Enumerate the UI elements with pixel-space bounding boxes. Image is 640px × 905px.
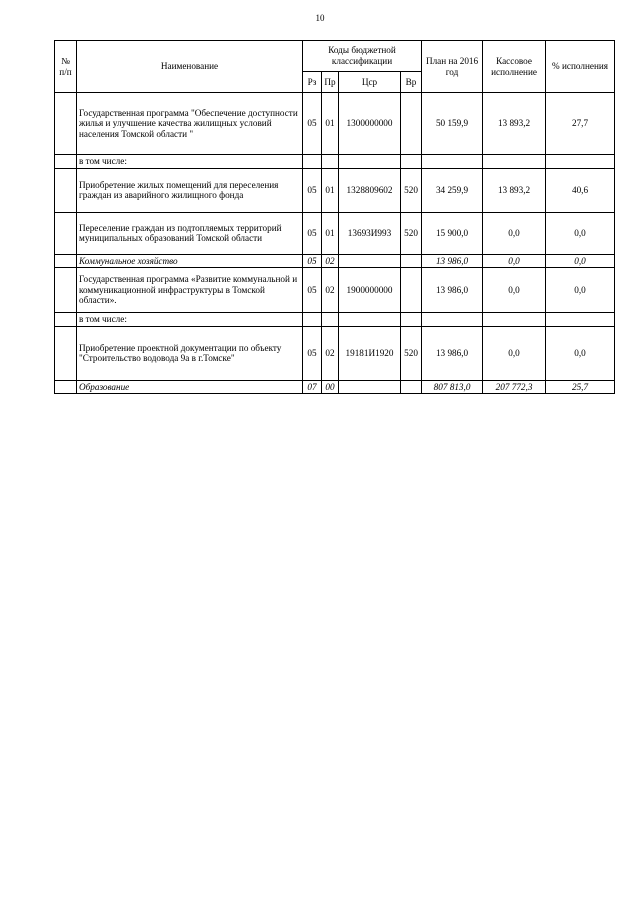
cell-name: Приобретение жилых помещений для переселения граждан из аварийного жилищного фонда <box>77 168 303 212</box>
cell-pct: 0,0 <box>546 254 615 268</box>
header-codes: Коды бюджетной классификации <box>303 41 422 72</box>
header-cash: Кассовое исполнение <box>483 41 546 93</box>
cell-pct: 27,7 <box>546 93 615 155</box>
cell-num <box>55 380 77 394</box>
cell-num <box>55 212 77 254</box>
cell-plan: 50 159,9 <box>422 93 483 155</box>
cell-plan: 807 813,0 <box>422 380 483 394</box>
cell-pr: 01 <box>322 212 339 254</box>
cell-pr <box>322 155 339 169</box>
cell-pr: 02 <box>322 326 339 380</box>
cell-csr <box>339 380 401 394</box>
cell-pct: 0,0 <box>546 268 615 313</box>
cell-num <box>55 168 77 212</box>
cell-name: в том числе: <box>77 313 303 327</box>
cell-vr <box>401 93 422 155</box>
cell-cash <box>483 155 546 169</box>
cell-pr: 01 <box>322 168 339 212</box>
header-pct: % исполнения <box>546 41 615 93</box>
table-body <box>55 93 615 394</box>
cell-num <box>55 155 77 169</box>
table-row <box>55 93 615 155</box>
cell-plan: 13 986,0 <box>422 268 483 313</box>
cell-pct <box>546 155 615 169</box>
cell-pr: 02 <box>322 254 339 268</box>
cell-vr <box>401 268 422 313</box>
cell-pct <box>546 313 615 327</box>
cell-csr <box>339 254 401 268</box>
cell-rz: 05 <box>303 93 322 155</box>
header-plan: План на 2016 год <box>422 41 483 93</box>
cell-rz: 05 <box>303 168 322 212</box>
header-vr: Вр <box>401 72 422 93</box>
header-rz: Рз <box>303 72 322 93</box>
cell-name: Приобретение проектной документации по объекту "Строительство водовода 9а в г.Томске" <box>77 326 303 380</box>
table-row <box>55 326 615 380</box>
cell-cash: 0,0 <box>483 254 546 268</box>
cell-pr: 01 <box>322 93 339 155</box>
cell-csr: 1300000000 <box>339 93 401 155</box>
cell-num <box>55 326 77 380</box>
header-name: Наименование <box>77 41 303 93</box>
cell-pr <box>322 313 339 327</box>
cell-name: Переселение граждан из подтопляемых территорий муниципальных образований Томской области <box>77 212 303 254</box>
table-header <box>55 41 615 93</box>
table-row <box>55 380 615 394</box>
table-row <box>55 155 615 169</box>
cell-vr <box>401 313 422 327</box>
cell-rz <box>303 155 322 169</box>
cell-cash: 13 893,2 <box>483 93 546 155</box>
cell-pr: 00 <box>322 380 339 394</box>
cell-num <box>55 313 77 327</box>
cell-rz: 05 <box>303 212 322 254</box>
cell-vr: 520 <box>401 326 422 380</box>
cell-cash: 13 893,2 <box>483 168 546 212</box>
header-num: № п/п <box>55 41 77 93</box>
cell-vr <box>401 380 422 394</box>
cell-cash: 0,0 <box>483 326 546 380</box>
cell-pct: 0,0 <box>546 326 615 380</box>
cell-plan <box>422 155 483 169</box>
cell-cash: 0,0 <box>483 212 546 254</box>
cell-plan: 13 986,0 <box>422 326 483 380</box>
cell-rz: 05 <box>303 254 322 268</box>
cell-plan <box>422 313 483 327</box>
header-pr: Пр <box>322 72 339 93</box>
cell-csr <box>339 155 401 169</box>
cell-csr <box>339 313 401 327</box>
table-row <box>55 313 615 327</box>
cell-rz: 05 <box>303 326 322 380</box>
header-csr: Цср <box>339 72 401 93</box>
cell-name: Коммунальное хозяйство <box>77 254 303 268</box>
cell-num <box>55 254 77 268</box>
cell-pr: 02 <box>322 268 339 313</box>
cell-vr <box>401 155 422 169</box>
cell-csr: 1328809602 <box>339 168 401 212</box>
cell-plan: 15 900,0 <box>422 212 483 254</box>
table-row <box>55 254 615 268</box>
cell-rz: 05 <box>303 268 322 313</box>
cell-cash <box>483 313 546 327</box>
budget-table <box>54 40 615 394</box>
cell-csr: 1900000000 <box>339 268 401 313</box>
table-row <box>55 168 615 212</box>
cell-vr: 520 <box>401 168 422 212</box>
cell-plan: 34 259,9 <box>422 168 483 212</box>
cell-vr: 520 <box>401 212 422 254</box>
cell-name: в том числе: <box>77 155 303 169</box>
cell-csr: 19181И1920 <box>339 326 401 380</box>
cell-num <box>55 93 77 155</box>
cell-cash: 0,0 <box>483 268 546 313</box>
cell-cash: 207 772,3 <box>483 380 546 394</box>
page-number: 10 <box>315 13 325 23</box>
cell-name: Государственная программа «Развитие коммунальной и коммуникационной инфраструктуры в Томской области». <box>77 268 303 313</box>
cell-name: Государственная программа "Обеспечение доступности жилья и улучшение качества жилищных условий населения Томской области " <box>77 93 303 155</box>
cell-pct: 25,7 <box>546 380 615 394</box>
cell-rz: 07 <box>303 380 322 394</box>
cell-pct: 0,0 <box>546 212 615 254</box>
cell-vr <box>401 254 422 268</box>
cell-name: Образование <box>77 380 303 394</box>
cell-rz <box>303 313 322 327</box>
table-row <box>55 212 615 254</box>
cell-csr: 13693И993 <box>339 212 401 254</box>
table-row <box>55 268 615 313</box>
cell-plan: 13 986,0 <box>422 254 483 268</box>
cell-pct: 40,6 <box>546 168 615 212</box>
cell-num <box>55 268 77 313</box>
